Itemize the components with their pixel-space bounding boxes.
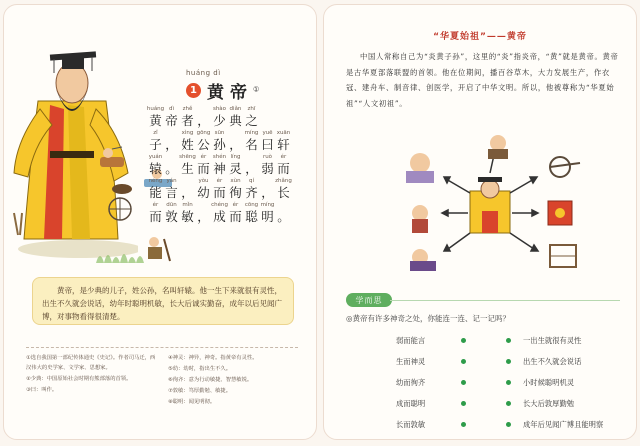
verse-char: zǐ 子 bbox=[149, 130, 162, 152]
match-left-column bbox=[396, 330, 466, 435]
verse-char: cōng 聪 bbox=[244, 202, 259, 224]
verse-char: dì 帝 bbox=[165, 106, 178, 128]
match-right-column bbox=[506, 330, 636, 435]
match-right-item[interactable]: 出生不久就会说话 bbox=[506, 351, 636, 372]
verse-char: néng 能 bbox=[148, 178, 163, 200]
verse-char: shào 少 bbox=[212, 106, 227, 128]
section-divider bbox=[390, 300, 620, 301]
verse-char: ruò 弱 bbox=[261, 154, 274, 176]
title-pinyin: huáng dì bbox=[186, 69, 221, 77]
verse-char: 。 bbox=[165, 161, 178, 176]
match-dot[interactable] bbox=[461, 380, 466, 385]
verse-char: ér 而 bbox=[197, 154, 210, 176]
verse-char: ， bbox=[165, 137, 178, 152]
verse-char: ér 而 bbox=[213, 178, 226, 200]
lesson-title: 黄帝① bbox=[207, 83, 260, 103]
footnotes bbox=[26, 353, 302, 408]
verse-char: shén 神 bbox=[212, 154, 227, 176]
footnote: ③曰：叫作。 bbox=[26, 387, 58, 393]
verse-char: líng 灵 bbox=[229, 154, 242, 176]
verse-line bbox=[148, 153, 314, 176]
verse-char: ， bbox=[197, 113, 210, 128]
translation-box bbox=[32, 277, 294, 325]
intro-paragraph: 中国人常称自己为“炎黄子孙”，这里的“炎”指炎帝，“黄”就是黄帝。黄帝是古华夏部落联盟的首领。他在位期间，播百谷草木，大力发展生产，作衣冠、建舟车、制音律、创医学，开启了中华文明。所以，他被尊称为“华夏始祖”“人文初祖”。 bbox=[346, 52, 619, 108]
verse-char: ér 而 bbox=[149, 202, 162, 224]
verse-char: sūn 孙 bbox=[213, 130, 226, 152]
section-badge: 学而思 bbox=[346, 293, 392, 307]
match-dot[interactable] bbox=[506, 422, 511, 427]
match-left-item[interactable]: 生而神灵 bbox=[396, 351, 466, 372]
match-dot[interactable] bbox=[506, 359, 511, 364]
verse-char: zhě 者 bbox=[181, 106, 194, 128]
verse-char: yuē 曰 bbox=[261, 130, 274, 152]
match-left-item[interactable]: 长而敦敏 bbox=[396, 414, 466, 435]
footnote: ②少典：中国原始社会时期有熊部落的首领。 bbox=[26, 376, 132, 382]
verse-char: zhī 之 bbox=[245, 106, 258, 128]
verse-char: yán 言 bbox=[165, 178, 178, 200]
verse-char: qí 齐 bbox=[245, 178, 258, 200]
verse-char: xuān 轩 bbox=[276, 130, 291, 152]
verse-char: diǎn 典 bbox=[229, 106, 242, 128]
match-right-item[interactable]: 小时候聪明机灵 bbox=[506, 372, 636, 393]
verse-char: mǐn 敏 bbox=[181, 202, 194, 224]
match-dot[interactable] bbox=[461, 338, 466, 343]
verse-line bbox=[148, 105, 314, 128]
match-right-item[interactable]: 成年后见闻广博且能明察 bbox=[506, 414, 636, 435]
notes-divider bbox=[26, 347, 298, 348]
classical-text bbox=[148, 105, 314, 225]
footnote: ⑤幼：幼时，指出生不久。 bbox=[168, 366, 232, 372]
match-left-item[interactable]: 幼而徇齐 bbox=[396, 372, 466, 393]
verse-char: shēng 生 bbox=[179, 154, 196, 176]
match-right-item[interactable]: 长大后敦厚勤勉 bbox=[506, 393, 636, 414]
verse-char: yòu 幼 bbox=[197, 178, 210, 200]
footnote: ⑦敦敏：笃厚勤勉、敏捷。 bbox=[168, 388, 232, 394]
inventions-diagram bbox=[384, 133, 594, 273]
verse-char: gōng 公 bbox=[196, 130, 211, 152]
verse-char: ， bbox=[261, 185, 274, 200]
footnote: ④神灵：神异，神奇。指黄帝有灵性。 bbox=[168, 355, 258, 361]
cooking-vignette bbox=[96, 145, 130, 171]
match-dot[interactable] bbox=[506, 338, 511, 343]
verse-char: míng 名 bbox=[244, 130, 259, 152]
match-dot[interactable] bbox=[461, 422, 466, 427]
verse-line bbox=[148, 201, 314, 224]
grass-decoration bbox=[94, 245, 148, 263]
center-emperor-icon bbox=[470, 177, 510, 233]
verse-char: dūn 敦 bbox=[165, 202, 178, 224]
left-page bbox=[3, 4, 317, 440]
verse-line bbox=[148, 129, 314, 152]
match-dot[interactable] bbox=[461, 401, 466, 406]
verse-char: xùn 徇 bbox=[229, 178, 242, 200]
verse-char: ， bbox=[229, 137, 242, 152]
verse-char: 。 bbox=[277, 209, 290, 224]
footnotes-left bbox=[26, 353, 160, 408]
footnote: ⑥徇齐：意为行动敏捷、智慧敏锐。 bbox=[168, 377, 253, 383]
translation-text: 黄帝，是少典的儿子，姓公孙，名叫轩辕。他一生下来就很有灵性，出生不久就会说话，幼年时聪明机敏，长大后诚实勤奋，成年以后见闻广博，对事物看得很清楚。 bbox=[42, 286, 282, 321]
footnote: ①选自我国第一部纪传体通史《史记》。作者司马迁，西汉伟大的史学家、文学家、思想家。 bbox=[26, 355, 156, 371]
verse-char: míng 明 bbox=[260, 202, 275, 224]
section-heading: “华夏始祖”——黄帝 bbox=[433, 32, 527, 42]
match-left-item[interactable]: 弱而能言 bbox=[396, 330, 466, 351]
verse-char: huáng 黄 bbox=[146, 106, 165, 128]
match-dot[interactable] bbox=[506, 380, 511, 385]
exercise-question: ◎黄帝有许多神奇之处，你能连一连、记一记吗？ bbox=[346, 314, 511, 323]
match-left-item[interactable]: 成而聪明 bbox=[396, 393, 466, 414]
verse-char: ér 而 bbox=[277, 154, 290, 176]
verse-char: chéng 成 bbox=[211, 202, 228, 224]
match-dot[interactable] bbox=[461, 359, 466, 364]
footnotes-right bbox=[168, 353, 302, 408]
verse-char: ， bbox=[197, 209, 210, 224]
match-dot[interactable] bbox=[506, 401, 511, 406]
wheel-vignette bbox=[104, 193, 138, 223]
right-page bbox=[323, 4, 637, 440]
match-right-item[interactable]: 一出生就很有灵性 bbox=[506, 330, 636, 351]
footnote: ⑧聪明：闻见明彻。 bbox=[168, 399, 216, 405]
verse-line bbox=[148, 177, 314, 200]
verse-char: ， bbox=[181, 185, 194, 200]
lesson-title-block bbox=[186, 69, 296, 103]
lesson-number-badge: 1 bbox=[186, 83, 201, 98]
verse-char: xìng 姓 bbox=[181, 130, 194, 152]
verse-char: zhǎng 长 bbox=[275, 178, 292, 200]
verse-char: yuán 辕 bbox=[148, 154, 163, 176]
verse-char: ， bbox=[245, 161, 258, 176]
verse-char: ér 而 bbox=[229, 202, 242, 224]
